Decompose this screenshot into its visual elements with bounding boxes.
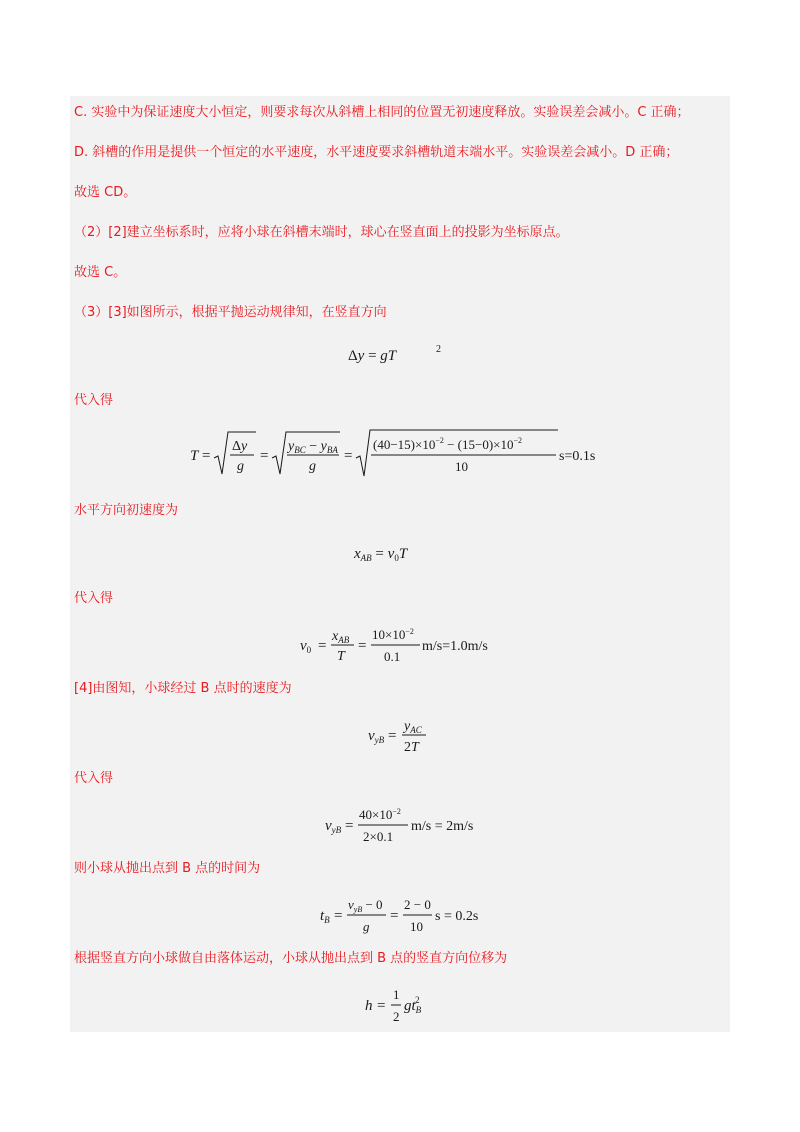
text-line-displacement: 根据竖直方向小球做自由落体运动，小球从抛出点到 B 点的竖直方向位移为 xyxy=(74,951,508,966)
text-line-b-velocity: [4]由图知，小球经过 B 点时的速度为 xyxy=(74,681,292,696)
svg-text:=: = xyxy=(345,818,354,834)
svg-text:Δy: Δy xyxy=(232,439,248,454)
svg-text:0.1: 0.1 xyxy=(384,649,401,664)
svg-text:2 − 0: 2 − 0 xyxy=(404,897,431,912)
formula-delta-y xyxy=(0,340,800,373)
svg-text:=: = xyxy=(377,998,386,1014)
formula-vyB xyxy=(0,714,800,763)
svg-text:40×10−2: $40\times 10^{-2}$ xyxy=(359,807,401,822)
svg-text:1: 1 xyxy=(393,987,400,1002)
formula-xAB xyxy=(0,540,800,571)
text-line-substitute-1: 代入得 xyxy=(74,393,114,408)
text-line-choice-c: 故选 C。 xyxy=(74,265,127,280)
svg-text:yAC: $y_{AC}$ xyxy=(404,719,422,735)
svg-text:h: h xyxy=(365,998,373,1014)
svg-text:=: = xyxy=(318,638,327,654)
svg-text:gtB2: $gt_B2$ xyxy=(404,995,422,1015)
svg-text:s=0.1s: s=0.1s xyxy=(559,449,596,464)
svg-text:vyB: $v_{yB}$ xyxy=(368,728,385,745)
text-line-part3: （3）[3]如图所示，根据平抛运动规律知，在竖直方向 xyxy=(74,305,387,320)
svg-text:=: = xyxy=(202,448,211,464)
svg-text:=: = xyxy=(260,448,269,464)
svg-text:g: g xyxy=(363,919,370,934)
svg-text:xAB: $x_{AB}$ xyxy=(332,629,350,645)
svg-text:2×0.1: 2×0.1 xyxy=(363,829,394,844)
svg-text:m/s=1.0m/s: m/s=1.0m/s xyxy=(422,639,488,654)
svg-text:s = 0.2s: s = 0.2s xyxy=(435,909,479,924)
svg-text:T: T xyxy=(337,649,345,664)
svg-text:T: T xyxy=(190,448,199,464)
svg-text:yBC − yBA: $y_{BC} - y_{BA}$ xyxy=(288,439,338,455)
svg-text:Δy = gT: Δy = gT xyxy=(348,348,397,364)
formula-tB xyxy=(0,894,800,943)
svg-text:tB: $t_B$ xyxy=(320,908,330,925)
text-line-choice-cd: 故选 CD。 xyxy=(74,185,137,200)
text-line-d: D. 斜槽的作用是提供一个恒定的水平速度，水平速度要求斜槽轨道末端水平。实验误差会减小。D 正确； xyxy=(74,145,679,160)
text-line-substitute-3: 代入得 xyxy=(74,771,114,786)
svg-text:2T: 2T xyxy=(404,740,419,755)
text-line-part2: （2）[2]建立坐标系时，应将小球在斜槽末端时，球心在竖直面上的投影为坐标原点。 xyxy=(74,225,569,240)
text-line-time-to-b: 则小球从抛出点到 B 点的时间为 xyxy=(74,861,261,876)
svg-text:vyB − 0: $v_{yB} - 0$ xyxy=(348,897,383,914)
formula-v0 xyxy=(0,624,800,673)
svg-text:=: = xyxy=(344,448,353,464)
svg-text:(40−15)×10−2 − (15−0)×10−2: $(40-15)\times 10^{-2} - (15-0)\times 10^{-2}$ xyxy=(373,436,523,452)
svg-text:10: 10 xyxy=(455,459,468,474)
svg-text:2: 2 xyxy=(436,344,441,355)
svg-text:=: = xyxy=(334,908,343,924)
svg-text:10: 10 xyxy=(410,919,423,934)
text-line-c: C. 实验中为保证速度大小恒定，则要求每次从斜槽上相同的位置无初速度释放。实验误差会减小。C 正确； xyxy=(74,105,690,120)
svg-text:2: 2 xyxy=(393,1009,400,1024)
svg-text:v0: $v_0$ xyxy=(300,638,312,655)
formula-h xyxy=(0,984,800,1033)
svg-text:=: = xyxy=(388,728,397,744)
svg-text:10×10−2: $10\times 10^{-2}$ xyxy=(372,627,414,642)
text-line-horizontal: 水平方向初速度为 xyxy=(74,503,179,518)
svg-text:vyB: $v_{yB}$ xyxy=(325,818,342,835)
svg-text:g: g xyxy=(309,459,316,474)
svg-text:xAB = v0T: $x_{AB} = v_0T$ xyxy=(354,546,408,563)
text-line-substitute-2: 代入得 xyxy=(74,591,114,606)
formula-vyB-value xyxy=(0,804,800,853)
svg-text:g: g xyxy=(237,459,244,474)
svg-text:=: = xyxy=(390,908,399,924)
svg-text:m/s = 2m/s: m/s = 2m/s xyxy=(411,819,474,834)
svg-text:=: = xyxy=(358,638,367,654)
formula-period-T xyxy=(0,428,800,485)
